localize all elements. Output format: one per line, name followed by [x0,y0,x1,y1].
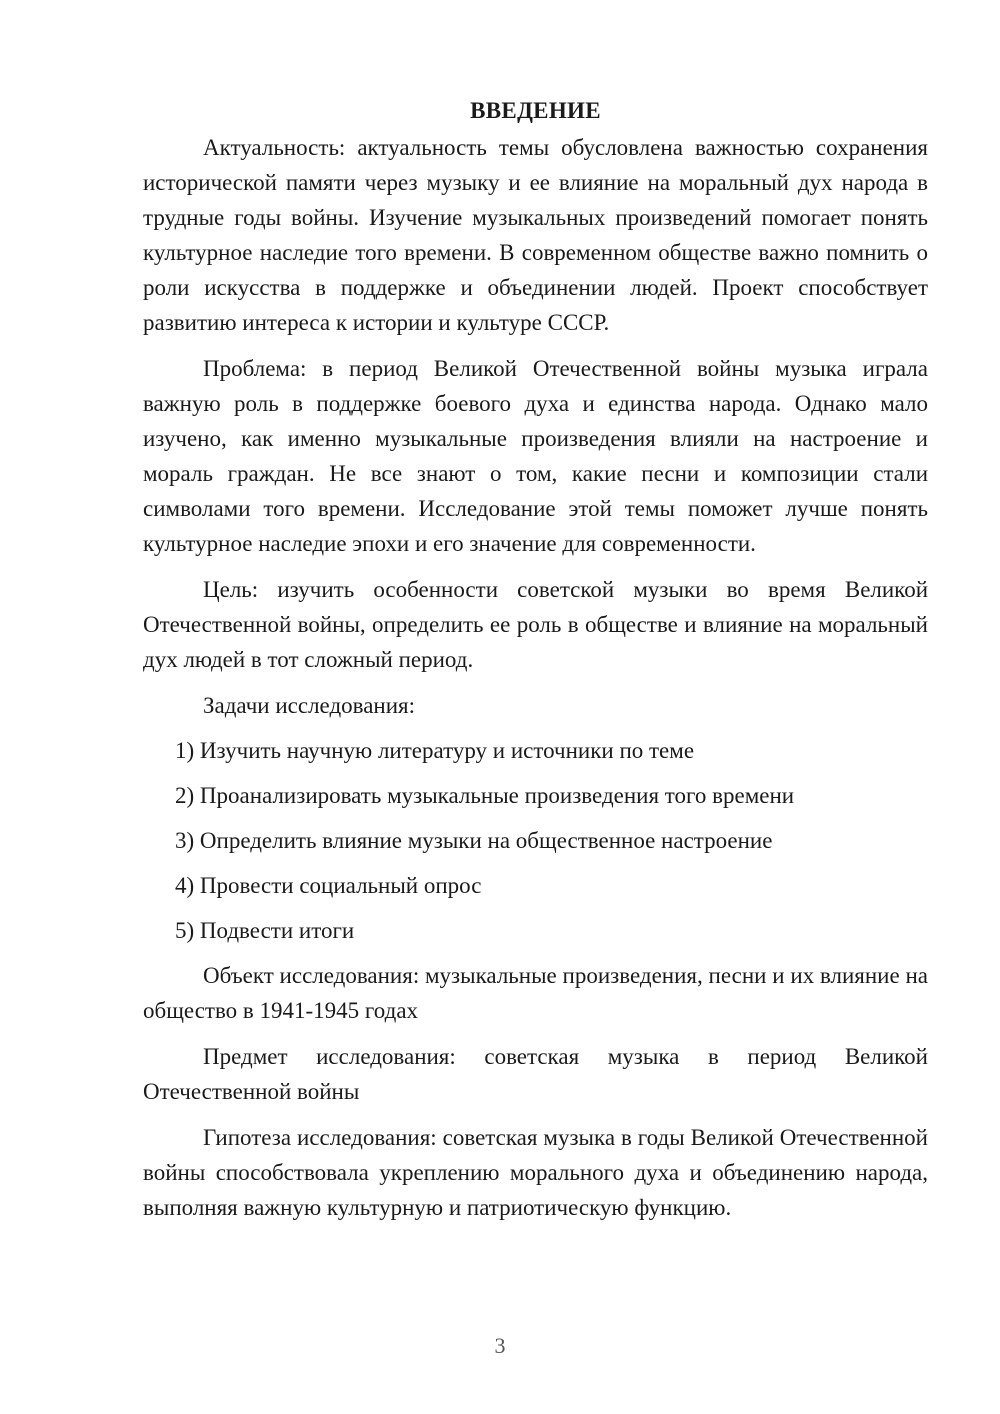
list-item: 3) Определить влияние музыки на общественное настроение [175,828,773,853]
tasks-heading: Задачи исследования: [203,693,416,718]
relevance-paragraph: Актуальность: актуальность темы обусловлена важностью сохранения исторической памяти через музыку и ее влияние на моральный дух народа в трудные годы войны. Изучение музыкальных произведений помогает понять культурное наследие того времени. В современном обществе важно помнить о роли искусства в поддержке и объединении людей. Проект способствует развитию интереса к истории и культуре СССР. [143,135,928,335]
document-page [143,96,928,1236]
hypothesis-paragraph: Гипотеза исследования: советская музыка в годы Великой Отечественной войны способствовала укреплению морального духа и объединению народа, выполняя важную культурную и патриотическую функцию. [143,1125,928,1220]
list-item: 4) Провести социальный опрос [175,873,482,898]
page-number: 3 [494,1333,506,1358]
list-item: 5) Подвести итоги [175,918,355,943]
page-title: ВВЕДЕНИЕ [470,98,601,123]
object-paragraph: Объект исследования: музыкальные произведения, песни и их влияние на общество в 1941-1945 годах [143,963,928,1023]
goal-paragraph: Цель: изучить особенности советской музыки во время Великой Отечественной войны, определить ее роль в обществе и влияние на моральный дух людей в тот сложный период. [143,577,928,672]
list-item: 2) Проанализировать музыкальные произведения того времени [175,783,795,808]
tasks-list [143,733,928,948]
problem-paragraph: Проблема: в период Великой Отечественной войны музыка играла важную роль в поддержке боевого духа и единства народа. Однако мало изучено, как именно музыкальные произведения влияли на настроение и мораль граждан. Не все знают о том, какие песни и композиции стали символами того времени. Исследование этой темы поможет лучше понять культурное наследие эпохи и его значение для современности. [143,356,928,556]
subject-paragraph: Предмет исследования: советская музыка в период Великой Отечественной войны [143,1044,928,1104]
list-item: 1) Изучить научную литературу и источники по теме [175,738,695,763]
